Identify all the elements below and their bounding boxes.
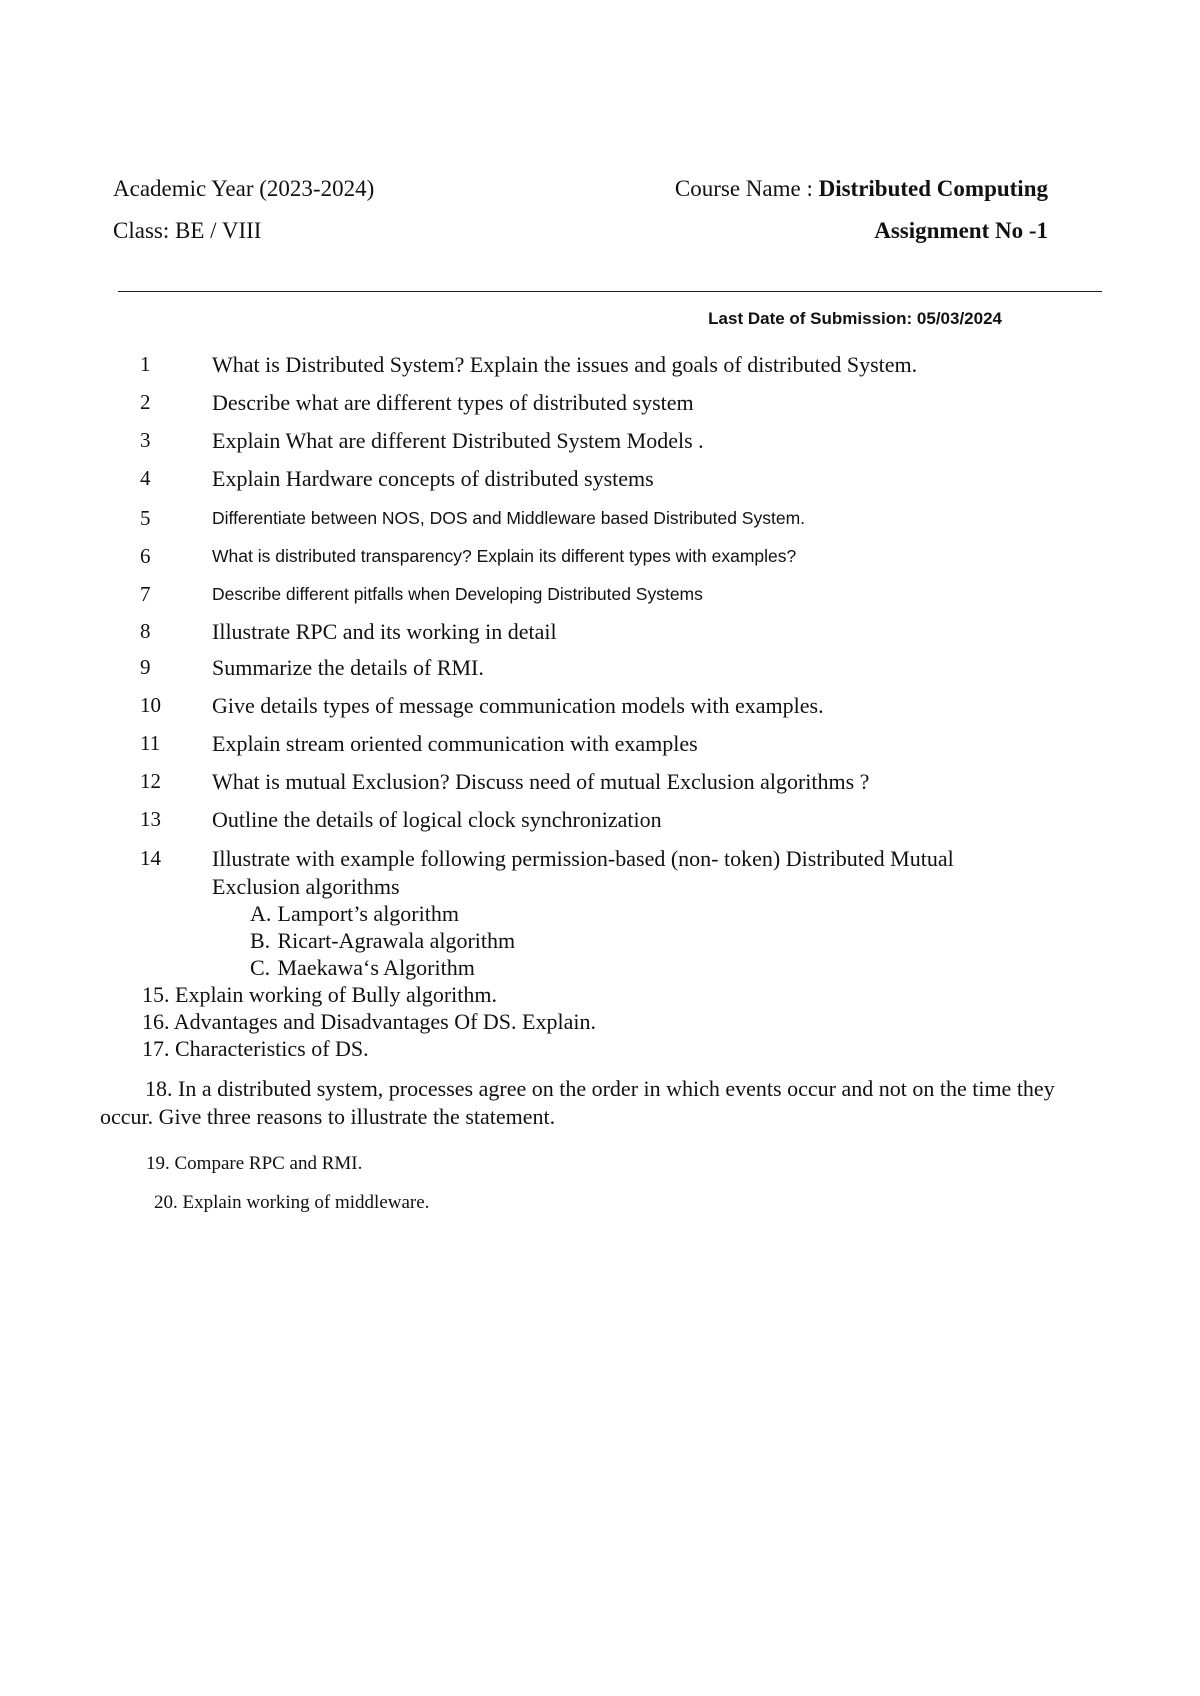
question-20: 20. Explain working of middleware. [154,1192,430,1213]
question-number: 11 [140,731,161,755]
question-17: 17. Characteristics of DS. [142,1036,369,1061]
question-text: Give details types of message communication models with examples. [212,693,824,718]
assignment-number [874,218,1048,244]
question-number: 9 [140,655,151,679]
question-text: Outline the details of logical clock synchronization [212,807,662,832]
question-number: 4 [140,466,151,490]
question-18: 18. In a distributed system, processes agree on the order in which events occur and not on the time they occur. Give three reasons to illustrate the statement. [100,1076,1055,1129]
sub-item-letter: C. [250,955,271,980]
question-text: Illustrate RPC and its working in detail [212,619,557,644]
course-name-line [675,176,1048,202]
submission-deadline: Last Date of Submission: 05/03/2024 [708,309,1002,328]
question-number: 6 [140,544,151,568]
question-number: 12 [140,769,161,793]
question-text: Summarize the details of RMI. [212,655,484,680]
question-number: 2 [140,390,151,414]
question-number: 3 [140,428,151,452]
sub-item-text: Maekawa‘s Algorithm [277,955,475,980]
sub-item-text: Lamport’s algorithm [277,901,459,926]
question-text: Explain stream oriented communication with examples [212,731,698,756]
question-number: 13 [140,807,161,831]
sub-item-letter: B. [250,928,271,953]
sub-item-letter: A. [250,901,272,926]
question-text: What is distributed transparency? Explain its different types with examples? [212,546,797,566]
class-label: Class: BE / VIII [113,218,262,243]
question-text-continuation: Exclusion algorithms [212,874,400,899]
question-number: 10 [140,693,161,717]
sub-item [250,928,515,954]
question-number: 7 [140,582,151,606]
sub-item [250,955,475,981]
academic-year: Academic Year (2023-2024) [113,176,375,201]
header-divider [118,291,1102,292]
course-name-prefix: Course Name : [674,176,819,201]
question-number: 8 [140,619,151,643]
question-19: 19. Compare RPC and RMI. [146,1153,363,1174]
question-text: Explain Hardware concepts of distributed systems [212,466,654,491]
question-15: 15. Explain working of Bully algorithm. [142,982,498,1007]
question-text: What is mutual Exclusion? Discuss need of mutual Exclusion algorithms ? [212,769,870,794]
question-text: Explain What are different Distributed System Models . [212,428,704,453]
question-number: 5 [140,506,151,530]
question-text: What is Distributed System? Explain the issues and goals of distributed System. [212,352,918,377]
sub-item-text: Ricart-Agrawala algorithm [277,928,516,953]
question-text: Differentiate between NOS, DOS and Middleware based Distributed System. [212,508,806,528]
assignment-number-text: Assignment No -1 [874,218,1048,243]
question-text: Describe what are different types of distributed system [212,390,694,415]
question-text: Describe different pitfalls when Developing Distributed Systems [212,584,703,604]
question-16: 16. Advantages and Disadvantages Of DS. Explain. [142,1009,596,1034]
question-text: Illustrate with example following permission-based (non- token) Distributed Mutual [212,846,954,871]
sub-item [250,901,459,927]
question-number: 14 [140,846,161,870]
course-name: Distributed Computing [818,176,1048,201]
question-number: 1 [140,352,151,376]
